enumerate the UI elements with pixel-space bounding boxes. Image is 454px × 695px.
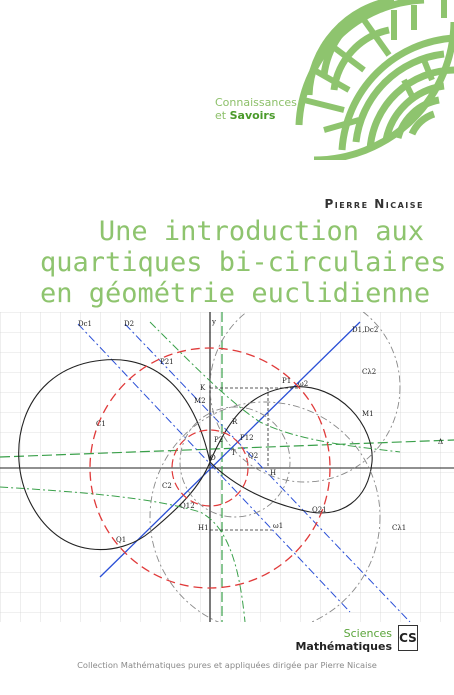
publisher-logo: CS: [398, 625, 418, 651]
author-name: Pierre Nicaise: [324, 197, 424, 211]
label-h1: H1: [198, 524, 209, 532]
subject-label: [280, 627, 392, 653]
label-dc1: Dc1: [78, 320, 92, 328]
maze-logo: [294, 0, 454, 160]
title-line1: Une introduction aux: [98, 216, 424, 247]
series-line2: [215, 109, 297, 122]
label-d2: D2: [124, 320, 135, 328]
grid-background: [0, 312, 454, 622]
series-line1: Connaissances: [215, 96, 297, 109]
label-k: K: [200, 384, 206, 392]
subject-mathematiques: Mathématiques: [295, 640, 392, 653]
label-q2: Q2: [248, 452, 259, 460]
series-name: [215, 96, 297, 122]
label-c1: C1: [96, 420, 106, 428]
label-c2: C2: [162, 482, 172, 490]
series-line2-prefix: et: [215, 109, 227, 122]
label-p2: P2: [214, 436, 224, 444]
label-p12: P12: [240, 434, 254, 442]
geometric-figure: [0, 312, 454, 622]
label-m1: M1: [362, 410, 374, 418]
label-r: R: [232, 418, 238, 426]
label-delta: Δ: [438, 438, 444, 446]
label-p1: P1: [282, 377, 292, 385]
label-m2: M2: [194, 397, 206, 405]
label-w2: ω2: [298, 380, 309, 388]
label-q1: Q1: [116, 536, 127, 544]
label-p21: P21: [160, 358, 174, 366]
label-y: y: [212, 318, 216, 326]
label-ca2: Cλ2: [362, 368, 377, 376]
series-line2-word: Savoirs: [229, 109, 276, 122]
label-ca1: Cλ1: [392, 524, 407, 532]
label-q12: Q12: [180, 502, 195, 510]
title-line2: quartiques bi-circulaires: [40, 247, 447, 278]
collection-line: Collection Mathématiques pures et appliquées dirigée par Pierre Nicaise: [77, 660, 377, 670]
subject-sciences: Sciences: [343, 627, 392, 640]
label-w1: ω1: [273, 522, 284, 530]
title-line3: en géométrie euclidienne: [40, 278, 431, 309]
book-title: [40, 216, 447, 309]
label-h: H: [270, 469, 277, 477]
label-q21: Q21: [312, 506, 327, 514]
label-t: T: [231, 449, 236, 457]
label-o: O: [210, 454, 216, 462]
label-d1dc2: D1,Dc2: [352, 326, 379, 334]
